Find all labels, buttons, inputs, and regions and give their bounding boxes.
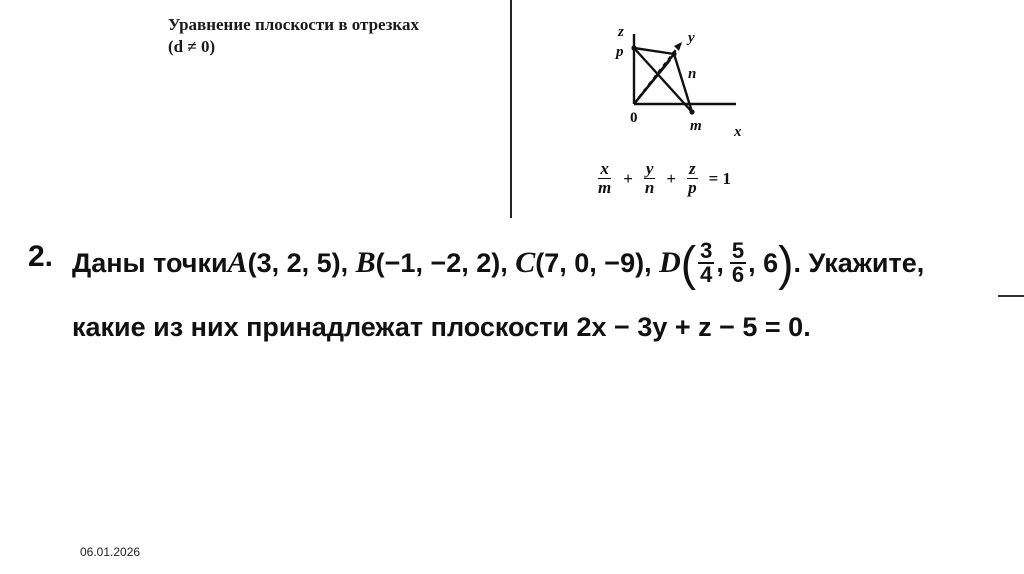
- d-separator: ,: [716, 247, 724, 278]
- margin-mark: [998, 295, 1024, 297]
- y-arrow-head: [674, 42, 682, 51]
- plus-sign: +: [623, 168, 633, 188]
- label-p: p: [616, 44, 624, 60]
- vertical-divider: [510, 0, 512, 218]
- task-intro: Даны точки: [72, 247, 228, 278]
- point-n: [671, 51, 676, 56]
- fraction-y-n: $\frac{y}{n}$: [644, 159, 655, 197]
- point-p: [631, 45, 636, 50]
- task-number: 2.: [28, 240, 54, 273]
- footer-date: 06.01.2026: [80, 545, 141, 559]
- label-origin: 0: [630, 110, 638, 126]
- point-b-coords: (−1, −2, 2),: [375, 247, 516, 278]
- point-a-coords: (3, 2, 5),: [247, 247, 356, 278]
- fraction-x-m: $\frac{x}{m}$: [598, 159, 612, 197]
- open-paren: (: [680, 235, 697, 291]
- heading-line2: (d ≠ 0): [168, 37, 216, 56]
- task-line-2: какие из них принадлежат плоскости 2x − 3y + z − 5 = 0.: [72, 312, 811, 342]
- task-line-1: [72, 235, 925, 291]
- point-a-name: A: [227, 246, 248, 279]
- label-n: n: [688, 66, 697, 82]
- intercept-formula: [596, 160, 731, 197]
- label-m: m: [690, 118, 702, 134]
- label-x: x: [734, 124, 742, 140]
- fraction-z-p: $\frac{z}{p}$: [688, 159, 697, 197]
- label-y: y: [688, 30, 695, 46]
- plus-sign: +: [666, 168, 677, 188]
- task-line1-end: . Укажите,: [793, 247, 925, 278]
- point-d-name: D: [659, 246, 681, 279]
- close-paren: ): [778, 235, 794, 291]
- equals-one: = 1: [708, 168, 732, 188]
- label-z: z: [618, 24, 624, 40]
- heading-line1: Уравнение плоскости в отрезках: [168, 15, 419, 34]
- point-b-name: B: [355, 246, 376, 279]
- d-fraction-1: 3 4: [700, 238, 713, 287]
- reference-heading: [168, 14, 419, 58]
- edge-0-n: [634, 54, 674, 104]
- plane-intercept-diagram: [612, 20, 762, 140]
- point-c-name: C: [515, 246, 536, 279]
- point-m: [689, 109, 694, 114]
- d-fraction-2: 5 6: [731, 238, 745, 287]
- point-c-coords: (7, 0, −9),: [535, 247, 660, 278]
- d-tail: , 6: [748, 247, 779, 278]
